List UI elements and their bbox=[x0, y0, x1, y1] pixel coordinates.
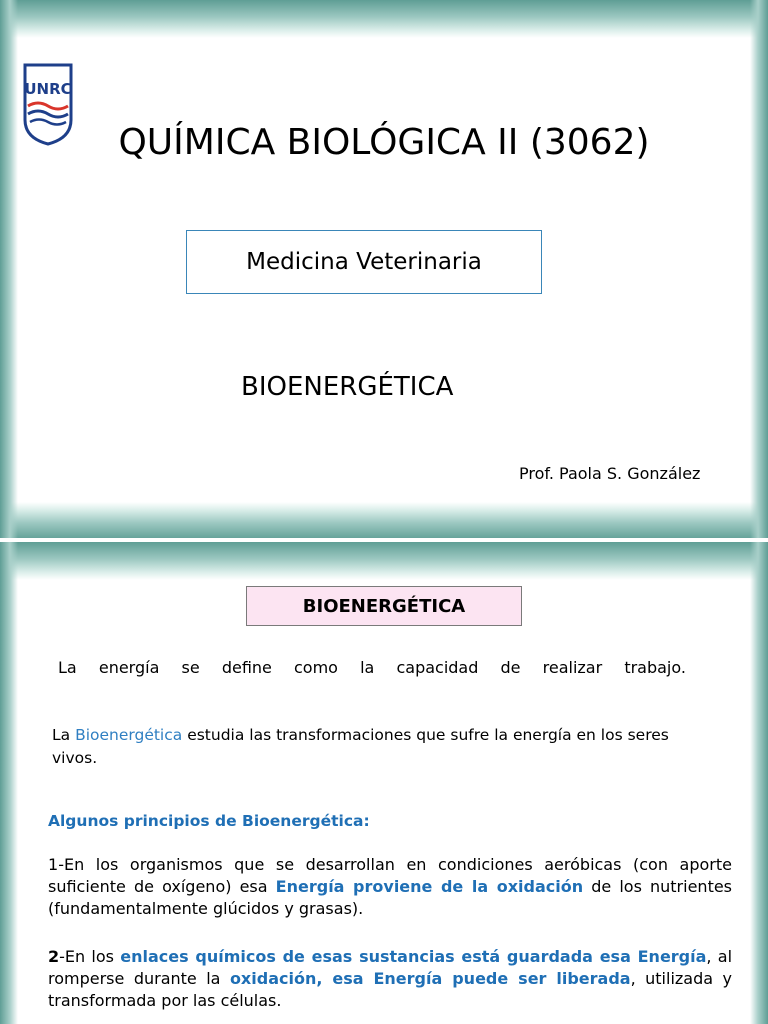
definition-word: como bbox=[294, 658, 338, 677]
slide-frame-top bbox=[0, 542, 768, 580]
slide-frame-bottom bbox=[0, 502, 768, 540]
item-number: 2 bbox=[48, 947, 60, 966]
definition-word: de bbox=[500, 658, 521, 677]
definition-word: la bbox=[360, 658, 375, 677]
definition-word: se bbox=[181, 658, 200, 677]
slide-frame-top bbox=[0, 0, 768, 38]
course-title: QUÍMICA BIOLÓGICA II (3062) bbox=[118, 122, 650, 163]
definition-word: realizar bbox=[542, 658, 603, 677]
item-highlight: enlaces químicos de esas sustancias está guardada esa Energía bbox=[120, 947, 707, 966]
program-label: Medicina Veterinaria bbox=[246, 249, 482, 275]
energy-definition bbox=[58, 658, 686, 677]
slide-frame-right bbox=[750, 0, 768, 540]
logo-text: UNRC bbox=[24, 80, 72, 98]
definition-word: define bbox=[221, 658, 272, 677]
slide-title: BIOENERGÉTICA bbox=[302, 595, 466, 617]
principle-item-1 bbox=[48, 854, 732, 920]
p1-text: estudia las transformaciones que sufre la energía en los seres vivos. bbox=[52, 726, 669, 767]
slide-title-box bbox=[246, 586, 522, 626]
item-text: , al romperse durante la bbox=[48, 947, 733, 988]
definition-word: capacidad bbox=[396, 658, 479, 677]
program-box bbox=[186, 230, 542, 294]
p1-highlight: Bioenergética bbox=[75, 726, 183, 744]
slide-frame-right bbox=[750, 542, 768, 1024]
slide-frame-left bbox=[0, 542, 18, 1024]
definition-word: trabajo. bbox=[624, 658, 686, 677]
slide-2 bbox=[0, 542, 768, 1024]
author-name: Prof. Paola S. González bbox=[519, 464, 701, 483]
item-highlight: Energía proviene de la oxidación bbox=[275, 877, 584, 896]
item-highlight: oxidación, esa Energía puede ser liberada bbox=[229, 969, 631, 988]
topic-title: BIOENERGÉTICA bbox=[241, 372, 454, 402]
principle-item-2 bbox=[48, 946, 732, 1012]
principles-heading: Algunos principios de Bioenergética: bbox=[48, 812, 370, 830]
definition-word: La bbox=[58, 658, 77, 677]
item-text: , utilizada y transformada por las células. bbox=[48, 969, 732, 1010]
bioenergetics-paragraph bbox=[52, 724, 702, 770]
item-text: -En los bbox=[59, 947, 121, 966]
definition-word: energía bbox=[98, 658, 160, 677]
p1-text: La bbox=[52, 726, 76, 744]
item-number: 1 bbox=[48, 855, 59, 874]
item-text: -En los organismos que se desarrollan en condiciones aeróbicas (con aporte suficiente de oxígeno) esa bbox=[48, 855, 732, 896]
item-text: de los nutrientes (fundamentalmente glúcidos y grasas). bbox=[48, 877, 733, 918]
slide-frame-left bbox=[0, 0, 18, 540]
